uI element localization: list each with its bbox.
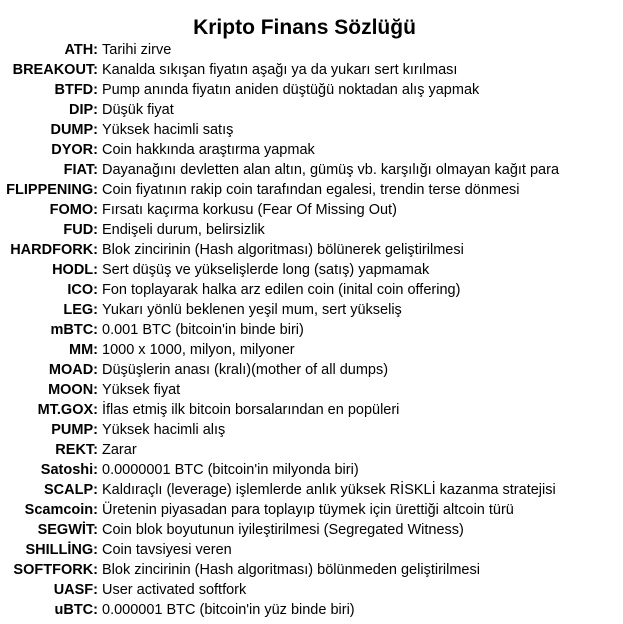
glossary-term: REKT: [55,442,98,458]
glossary-definition: Coin tavsiyesi veren [102,542,232,558]
glossary-definition: Blok zincirinin (Hash algoritması) bölünerek geliştirilmesi [102,242,464,258]
glossary-term: Satoshi: [40,462,98,478]
glossary-term: FIAT: [63,162,98,178]
glossary-entry [0,580,623,600]
glossary-definition: User activated softfork [102,582,247,598]
glossary-entry [0,180,623,200]
glossary-entry [0,40,623,60]
page-title: Kripto Finans Sözlüğü [193,16,416,39]
glossary-term: uBTC: [54,602,98,618]
glossary-definition: 1000 x 1000, milyon, milyoner [102,342,295,358]
glossary-entry [0,140,623,160]
glossary-entry [0,480,623,500]
glossary-definition: Coin blok boyutunun iyileştirilmesi (Segregated Witness) [102,522,464,538]
glossary-entry [0,420,623,440]
glossary-entry [0,240,623,260]
glossary-term: DUMP: [50,122,98,138]
glossary-definition: Dayanağını devletten alan altın, gümüş vb. karşılığı olmayan kağıt para [102,162,560,178]
glossary-entry [0,200,623,220]
glossary-definition: İflas etmiş ilk bitcoin borsalarından en popüleri [102,402,400,418]
glossary-term: HODL: [52,262,98,278]
glossary-definition: Düşüşlerin anası (kralı)(mother of all dumps) [102,362,389,378]
glossary-term: BREAKOUT: [12,62,98,78]
glossary-entry [0,220,623,240]
glossary-entry [0,540,623,560]
glossary-entry [0,460,623,480]
glossary-term: MT.GOX: [37,402,98,418]
glossary-entry [0,340,623,360]
glossary-term: ICO: [67,282,98,298]
glossary-definition: Pump anında fiyatın aniden düştüğü noktadan alış yapmak [102,82,480,98]
glossary-entry [0,400,623,420]
glossary-entry [0,560,623,580]
glossary-entry [0,500,623,520]
glossary-term: SOFTFORK: [13,562,98,578]
glossary-entry [0,300,623,320]
glossary-entry [0,80,623,100]
glossary-term: MM: [69,342,98,358]
glossary-definition: Coin hakkında araştırma yapmak [102,142,315,158]
glossary-term: ATH: [64,42,98,58]
glossary-definition: Zarar [102,442,137,458]
glossary-entry [0,600,623,620]
glossary-definition: Yüksek fiyat [102,382,181,398]
glossary-entry [0,380,623,400]
glossary-definition: Yukarı yönlü beklenen yeşil mum, sert yükseliş [102,302,402,318]
glossary-term: LEG: [63,302,98,318]
glossary-term: SCALP: [44,482,98,498]
glossary-definition: Yüksek hacimli satış [102,122,234,138]
glossary-definition: Yüksek hacimli alış [102,422,226,438]
glossary-term: PUMP: [51,422,98,438]
glossary-term: DYOR: [51,142,98,158]
glossary-entry [0,120,623,140]
glossary-definition: 0.000001 BTC (bitcoin'in yüz binde biri) [102,602,355,618]
glossary-term: UASF: [53,582,98,598]
glossary-definition: Kaldıraçlı (leverage) işlemlerde anlık yüksek RİSKLİ kazanma stratejisi [102,482,556,498]
glossary-term: mBTC: [50,322,98,338]
glossary-term: FLIPPENING: [6,182,98,198]
glossary-definition: Coin fiyatının rakip coin tarafından egalesi, trendin terse dönmesi [102,182,520,198]
glossary-definition: Endişeli durum, belirsizlik [102,222,265,238]
glossary-definition: Blok zincirinin (Hash algoritması) bölünmeden geliştirilmesi [102,562,480,578]
glossary-definition: Sert düşüş ve yükselişlerde long (satış) yapmamak [102,262,430,278]
glossary-definition: Fırsatı kaçırma korkusu (Fear Of Missing Out) [102,202,397,218]
glossary-definition: Kanalda sıkışan fiyatın aşağı ya da yukarı sert kırılması [102,62,458,78]
glossary-term: MOON: [48,382,98,398]
glossary-term: SHILLİNG: [25,542,98,558]
glossary-definition: 0.001 BTC (bitcoin'in binde biri) [102,322,304,338]
glossary-entry [0,280,623,300]
glossary-entry [0,60,623,80]
glossary-definition: 0.0000001 BTC (bitcoin'in milyonda biri) [102,462,359,478]
glossary-term: MOAD: [48,362,98,378]
glossary-term: BTFD: [54,82,98,98]
glossary-entry [0,320,623,340]
glossary-term: HARDFORK: [10,242,98,258]
glossary-term: Scamcoin: [24,502,98,518]
glossary-entry [0,360,623,380]
glossary-definition: Üretenin piyasadan para toplayıp tüymek için ürettiği altcoin türü [102,502,514,518]
glossary-term: FOMO: [49,202,98,218]
glossary-entry [0,260,623,280]
glossary-entry [0,440,623,460]
glossary-definition: Düşük fiyat [102,102,174,118]
glossary-entry [0,520,623,540]
glossary-definition: Tarihi zirve [102,42,172,58]
glossary-list [0,40,623,620]
glossary-term: FUD: [63,222,98,238]
glossary-definition: Fon toplayarak halka arz edilen coin (inital coin offering) [102,282,461,298]
glossary-term: SEGWİT: [37,522,98,538]
glossary-entry [0,160,623,180]
glossary-term: DIP: [69,102,98,118]
glossary-entry [0,100,623,120]
